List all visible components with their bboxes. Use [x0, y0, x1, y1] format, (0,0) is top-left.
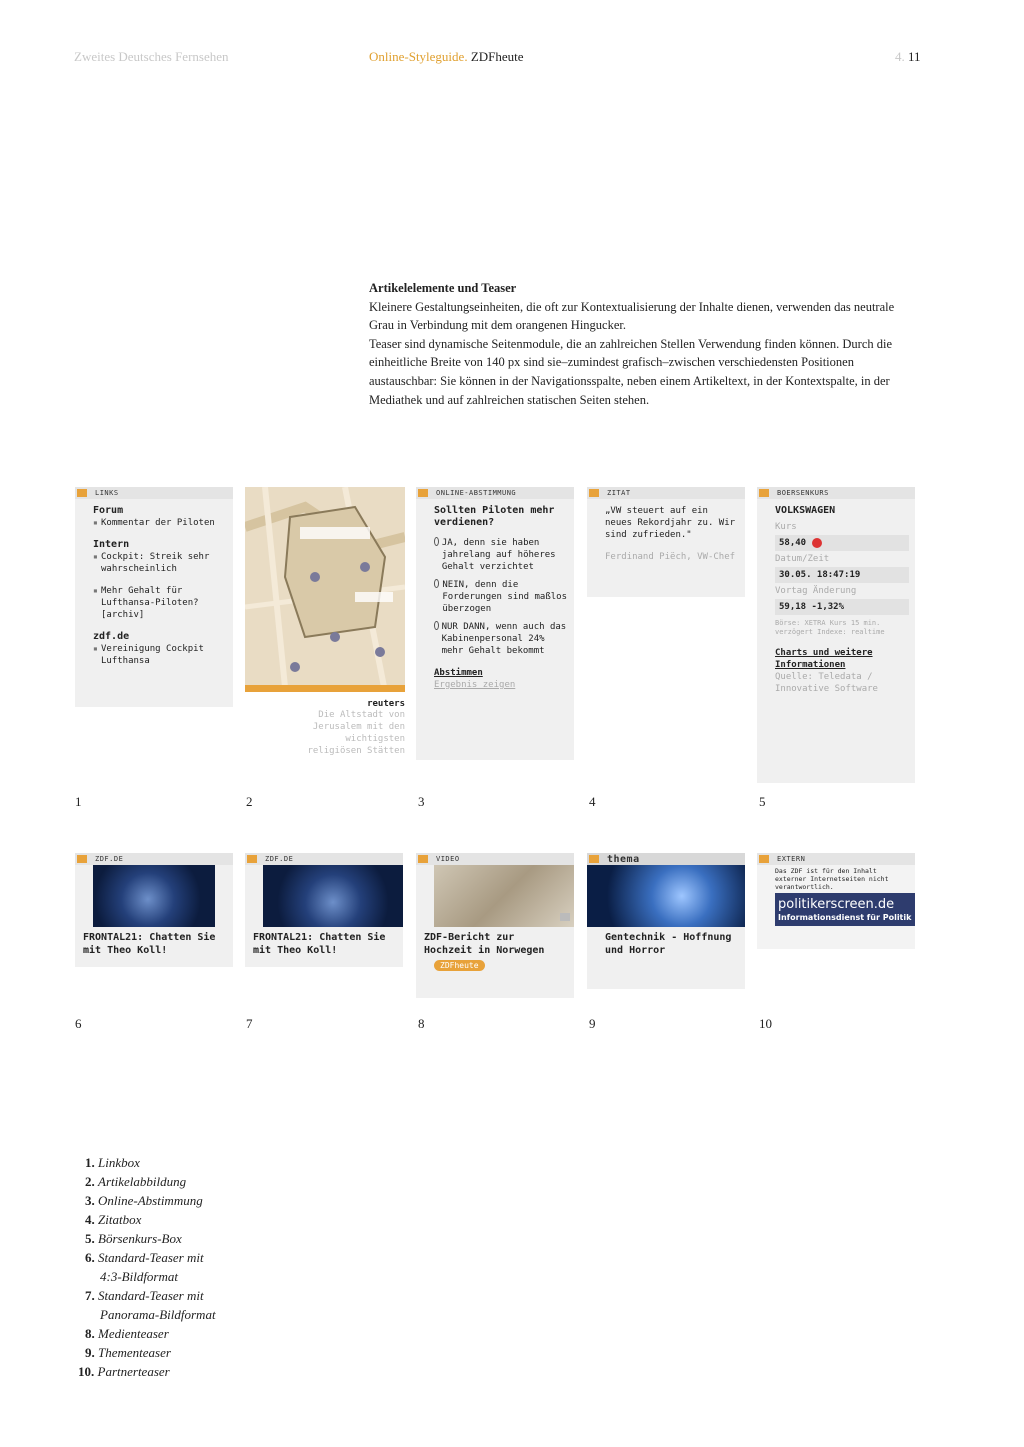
legend-item: 2. Artikelabbildung — [85, 1174, 187, 1189]
standard-teaser-panorama[interactable] — [245, 853, 403, 967]
figure-legend — [78, 1153, 216, 1381]
teaser-bar — [416, 853, 574, 865]
intro-paragraph-2: Teaser sind dynamische Seitenmodule, die an zahlreichen Stellen Verwendung finden können. Durch die einheitliche Breite von 140 px sind sie–zumindest grafisch–zwischen verschiedensten Positionen austauschbar: Sie können in der Navigationsspalte, neben einem Artikeltext, in der Kontextspalte, in der Mediathek und auf zahlreichen statischen Seiten stehen. — [369, 336, 893, 407]
poll-option[interactable] — [434, 579, 568, 615]
intro-text — [369, 279, 909, 409]
intro-paragraph-1: Kleinere Gestaltungseinheiten, die oft zur Kontextualisierung der Inhalte dienen, verwenden das neutrale Grau in Verbindung mit dem orangenen Hingucker. — [369, 299, 895, 333]
teaser-caption: Gentechnik - Hoffnung und Horror — [605, 932, 732, 956]
header-publisher: Zweites Deutsches Fernsehen — [74, 49, 229, 64]
poll-option[interactable] — [434, 621, 568, 657]
datum-value: 30.05. 18:47:19 — [775, 567, 909, 583]
partner-banner[interactable] — [775, 893, 915, 926]
quote-author: Ferdinand Piëch, VW-Chef — [605, 552, 736, 562]
stock-box — [757, 487, 915, 783]
figure-number: 10 — [759, 1016, 772, 1031]
linkbox-intern-heading[interactable]: Intern — [93, 539, 130, 550]
section-heading: Artikelelemente und Teaser — [369, 281, 517, 295]
figure-number: 4 — [589, 794, 596, 809]
poll-question: Sollten Piloten mehr verdienen? — [434, 505, 555, 528]
legend-item: 8. Medienteaser — [85, 1326, 169, 1341]
gene-image — [587, 865, 745, 927]
quote-box — [587, 487, 745, 597]
vortag-label: Vortag Änderung — [775, 586, 857, 596]
figure-number: 3 — [418, 794, 425, 809]
header-title-accent: Online-Styleguide. — [369, 49, 468, 64]
partner-tagline: Informationsdienst für Politik — [778, 913, 912, 922]
play-marker-icon — [589, 855, 599, 863]
linkbox-link[interactable]: ▪ Mehr Gehalt für Lufthansa-Piloten? [archiv] — [93, 585, 227, 621]
poll-option-label: JA, denn sie haben jahrelang auf höheres Gehalt verzichtet — [441, 538, 556, 572]
quote-marker-icon — [589, 489, 599, 497]
vote-button[interactable]: Abstimmen — [434, 668, 483, 678]
play-icon[interactable] — [560, 913, 570, 921]
page-number-value: 11 — [904, 49, 921, 64]
image-caption: Die Altstadt von Jerusalem mit den wichtigsten religiösen Stätten — [307, 710, 405, 756]
figure-number: 9 — [589, 1016, 596, 1031]
globe-image — [263, 865, 403, 927]
poll-option-label: NEIN, denn die Forderungen sind maßlos überzogen — [442, 580, 567, 614]
orange-marker-icon — [418, 855, 428, 863]
zdfheute-logo-text: ZDFheute — [434, 960, 485, 971]
stock-note: Börse: XETRA Kurs 15 min. verzögert Indexe: realtime — [775, 619, 885, 636]
linkbox-bar-label: LINKS — [95, 489, 119, 497]
quote-text: „VW steuert auf ein neues Rekordjahr zu. Wir sind zufrieden." — [605, 506, 736, 540]
radio-button[interactable] — [434, 537, 439, 546]
legend-item: 10. Partnerteaser — [78, 1364, 170, 1379]
orange-marker-icon — [77, 489, 87, 497]
header-title — [369, 49, 524, 65]
orange-marker-icon — [77, 855, 87, 863]
city-map-image — [245, 487, 405, 692]
teaser-caption: FRONTAL21: Chatten Sie mit Theo Koll! — [253, 932, 386, 956]
vortag-value: 59,18 -1,32% — [775, 599, 909, 615]
header-title-rest: ZDFheute — [467, 49, 524, 64]
teaser-bar-label: thema — [607, 853, 640, 865]
linkbox-forum-heading[interactable]: Forum — [93, 505, 124, 516]
standard-teaser-4-3[interactable] — [75, 853, 233, 967]
stock-bar — [757, 487, 915, 499]
teaser-bar-label: ZDF.DE — [95, 855, 124, 863]
globe-image — [93, 865, 215, 927]
teaser-bar-label: VIDEO — [436, 855, 460, 863]
orange-marker-icon — [418, 489, 428, 497]
stock-bar-label: BOERSENKURS — [777, 489, 829, 497]
figure-number: 7 — [246, 1016, 253, 1031]
linkbox-link[interactable]: ▪ Cockpit: Streik sehr wahrscheinlich — [93, 551, 227, 575]
zdfheute-logo — [416, 961, 574, 970]
theme-teaser[interactable] — [587, 853, 745, 989]
legend-item: 9. Thementeaser — [85, 1345, 171, 1360]
figure-number: 6 — [75, 1016, 82, 1031]
linkbox-zdf-heading[interactable]: zdf.de — [93, 631, 130, 642]
video-still-image — [434, 865, 574, 927]
teaser-caption: ZDF-Bericht zur Hochzeit in Norwegen — [424, 932, 545, 956]
figure-number: 8 — [418, 1016, 425, 1031]
poll-option[interactable] — [434, 537, 568, 573]
teaser-bar — [75, 853, 233, 865]
datum-label: Datum/Zeit — [775, 554, 830, 564]
teaser-bar-label: EXTERN — [777, 855, 806, 863]
partner-disclaimer: Das ZDF ist für den Inhalt externer Internetseiten nicht verantwortlich. — [775, 867, 889, 891]
legend-item: 4. Zitatbox — [85, 1212, 142, 1227]
radio-button[interactable] — [434, 621, 439, 630]
poll-option-label: NUR DANN, wenn auch das Kabinenpersonal 24% mehr Gehalt bekommt — [441, 622, 567, 656]
partner-teaser[interactable] — [757, 853, 915, 949]
stock-source: Quelle: Teledata / Innovative Software — [775, 672, 878, 694]
teaser-bar — [757, 853, 915, 865]
orange-marker-icon — [247, 855, 257, 863]
orange-marker-icon — [759, 855, 769, 863]
linkbox-link[interactable]: ▪ Kommentar der Piloten — [93, 517, 227, 529]
media-teaser[interactable] — [416, 853, 574, 998]
linkbox-link[interactable]: ▪ Vereinigung Cockpit Lufthansa — [93, 643, 227, 667]
show-results-link[interactable]: Ergebnis zeigen — [434, 680, 516, 690]
partner-brand: politikerscreen.de — [778, 897, 895, 912]
linkbox — [75, 487, 233, 707]
kurs-label: Kurs — [775, 522, 797, 532]
article-image-box — [245, 487, 405, 762]
legend-item: 3. Online-Abstimmung — [85, 1193, 203, 1208]
radio-button[interactable] — [434, 579, 439, 588]
stock-name: VOLKSWAGEN — [775, 505, 836, 516]
legend-item: 1. Linkbox — [85, 1155, 140, 1170]
linkbox-bar — [75, 487, 233, 499]
poll-bar-label: ONLINE-ABSTIMMUNG — [436, 489, 517, 497]
kurs-value: 58,40 — [779, 538, 807, 548]
legend-item: 6. Standard-Teaser mit — [85, 1250, 204, 1265]
figure-number: 5 — [759, 794, 766, 809]
orange-marker-icon — [759, 489, 769, 497]
legend-item: 7. Standard-Teaser mit — [85, 1288, 204, 1303]
figure-number: 2 — [246, 794, 253, 809]
kurs-value-row — [775, 535, 909, 551]
teaser-bar — [587, 853, 745, 865]
poll-box — [416, 487, 574, 760]
chapter-number: 4. — [895, 49, 905, 64]
poll-bar — [416, 487, 574, 499]
quote-bar-label: ZITAT — [607, 489, 631, 497]
page-number — [895, 49, 921, 65]
legend-item: 4:3-Bildformat — [100, 1269, 178, 1284]
charts-link[interactable]: Charts und weitere Informationen — [775, 648, 873, 670]
legend-item: Panorama-Bildformat — [100, 1307, 216, 1322]
teaser-bar-label: ZDF.DE — [265, 855, 294, 863]
image-credit: reuters — [367, 699, 405, 709]
teaser-caption: FRONTAL21: Chatten Sie mit Theo Koll! — [83, 932, 216, 956]
teaser-bar — [245, 853, 403, 865]
figure-number: 1 — [75, 794, 82, 809]
legend-item: 5. Börsenkurs-Box — [85, 1231, 182, 1246]
quote-bar — [587, 487, 745, 499]
down-arrow-icon — [812, 538, 822, 548]
